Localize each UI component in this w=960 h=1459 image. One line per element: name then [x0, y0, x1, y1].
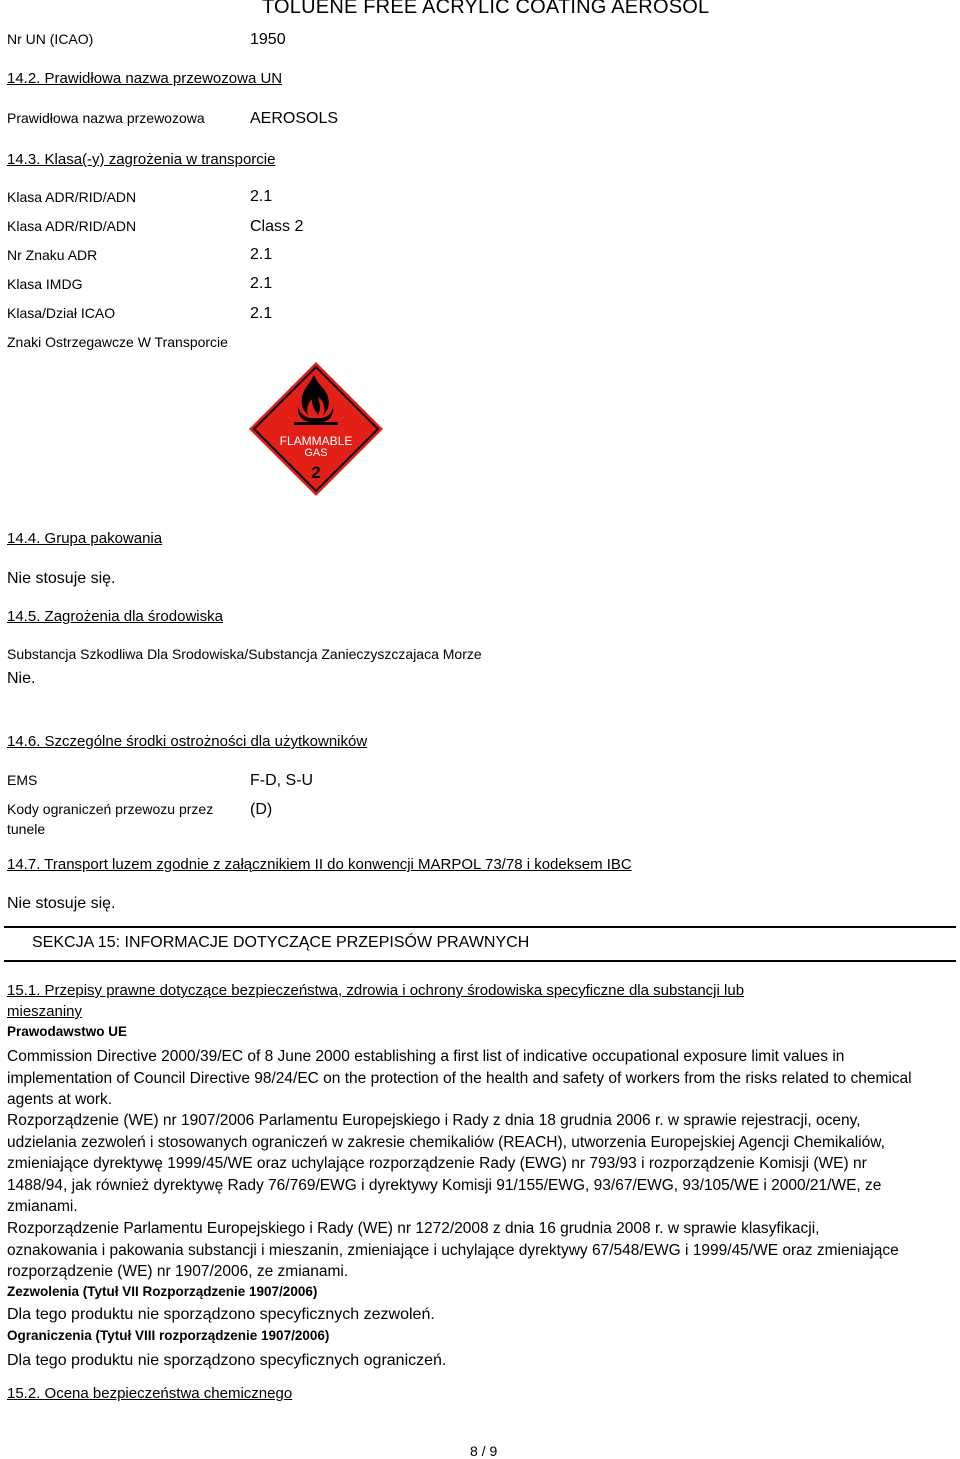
directive-paragraph: Commission Directive 2000/39/EC of 8 June 2000 establishing a first list of indicative occupational exposure limit values in implementation of Council Directive 98/24/EC on the protection of the health and safety of workers from the risks related to chemical agents at work.: [7, 1048, 912, 1108]
section-14-3-heading: 14.3. Klasa(-y) zagrożenia w transporcie: [7, 151, 276, 168]
section-14-4-heading: 14.4. Grupa pakowania: [7, 530, 163, 547]
pictogram-line2: GAS: [304, 447, 328, 459]
section-14-2-heading: 14.2. Prawidłowa nazwa przewozowa UN: [7, 70, 283, 87]
hazard-class-label: Klasa/Dział ICAO: [7, 305, 116, 321]
hazard-class-label: Klasa IMDG: [7, 276, 83, 292]
hazard-class-value: 2.1: [250, 188, 273, 205]
flammable-gas-diamond-icon: [248, 361, 384, 497]
hazard-class-value: 2.1: [250, 246, 273, 263]
hazard-class-value: Class 2: [250, 218, 304, 235]
section-14-6-heading: 14.6. Szczególne środki ostrożności dla użytkowników: [7, 733, 368, 750]
eu-legislation-label: Prawodawstwo UE: [7, 1024, 128, 1039]
transport-signs-label: Znaki Ostrzegawcze W Transporcie: [7, 334, 228, 350]
tunnel-code-value: (D): [250, 801, 273, 818]
pictogram-line1: FLAMMABLE: [279, 434, 353, 448]
section-15-2-heading: 15.2. Ocena bezpieczeństwa chemicznego: [7, 1385, 293, 1402]
document-title: TOLUENE FREE ACRYLIC COATING AEROSOL: [262, 0, 710, 18]
page-number: 8 / 9: [470, 1443, 498, 1459]
hazard-class-value: 2.1: [250, 305, 273, 322]
shipping-name-label: Prawidłowa nazwa przewozowa: [7, 110, 205, 126]
shipping-name-value: AEROSOLS: [250, 110, 339, 127]
section-15-title-bar: [4, 926, 956, 962]
marpol-text: Nie stosuje się.: [7, 895, 116, 912]
tunnel-code-label-cont: tunele: [7, 821, 46, 837]
clp-paragraph: Rozporządzenie Parlamentu Europejskiego i Rady (WE) nr 1272/2008 z dnia 16 grudnia 2008 r. w sprawie klasyfikacji, oznakowania i pakowania substancji i mieszanin, zmieniające i uchylające dyrektywy 67/548/EWG i 1999/45/WE oraz zmieniające rozporządzenie (WE) nr 1907/2006, ze zmianami.: [7, 1220, 899, 1280]
restrictions-text: Dla tego produktu nie sporządzono specyficznych ograniczeń.: [7, 1352, 447, 1369]
section-15-1-heading: 15.1. Przepisy prawne dotyczące bezpieczeństwa, zdrowia i ochrony środowiska specyficzne dla substancji lub: [7, 982, 745, 999]
ems-label: EMS: [7, 772, 38, 788]
section-14-5-heading: 14.5. Zagrożenia dla środowiska: [7, 608, 223, 625]
section-15-title: SEKCJA 15: INFORMACJE DOTYCZĄCE PRZEPISÓW PRAWNYCH: [32, 934, 530, 951]
hazard-class-label: Nr Znaku ADR: [7, 247, 98, 263]
hazard-class-value: 2.1: [250, 275, 273, 292]
env-hazard-label: Substancja Szkodliwa Dla Srodowiska/Substancja Zanieczyszczajaca Morze: [7, 646, 482, 662]
un-icao-value: 1950: [250, 31, 286, 48]
hazard-class-label: Klasa ADR/RID/ADN: [7, 218, 137, 234]
section-15-1-heading-cont: mieszaniny: [7, 1003, 83, 1020]
authorisations-text: Dla tego produktu nie sporządzono specyficznych zezwoleń.: [7, 1306, 435, 1323]
authorisations-label: Zezwolenia (Tytuł VII Rozporządzenie 1907/2006): [7, 1284, 318, 1299]
reach-paragraph: Rozporządzenie (WE) nr 1907/2006 Parlamentu Europejskiego i Rady z dnia 18 grudnia 2006 r. w sprawie rejestracji, oceny, udzielania zezwoleń i stosowanych ograniczeń w zakresie chemikaliów (REACH), utworzenia Europejskiej Agencji Chemikaliów, zmieniające dyrektywę 1999/45/WE oraz uchylające rozporządzenie Rady (EWG) nr 793/93 i rozporządzenie Komisji (WE) nr 1488/94, jak również dyrektywę Rady 76/769/EWG i dyrektywy Komisji 91/155/EWG, 93/67/EWG, 93/105/WE i 2000/21/WE, ze zmianami.: [7, 1112, 885, 1215]
pictogram-number: 2: [311, 463, 321, 482]
section-14-7-heading: 14.7. Transport luzem zgodnie z załącznikiem II do konwencji MARPOL 73/78 i kodeksem IBC: [7, 856, 632, 873]
env-hazard-value: Nie.: [7, 670, 36, 687]
restrictions-label: Ograniczenia (Tytuł VIII rozporządzenie 1907/2006): [7, 1328, 330, 1343]
packing-group-text: Nie stosuje się.: [7, 570, 116, 587]
un-icao-label: Nr UN (ICAO): [7, 31, 94, 47]
hazard-class-label: Klasa ADR/RID/ADN: [7, 189, 137, 205]
ems-value: F-D, S-U: [250, 772, 314, 789]
tunnel-code-label: Kody ograniczeń przewozu przez: [7, 801, 214, 817]
